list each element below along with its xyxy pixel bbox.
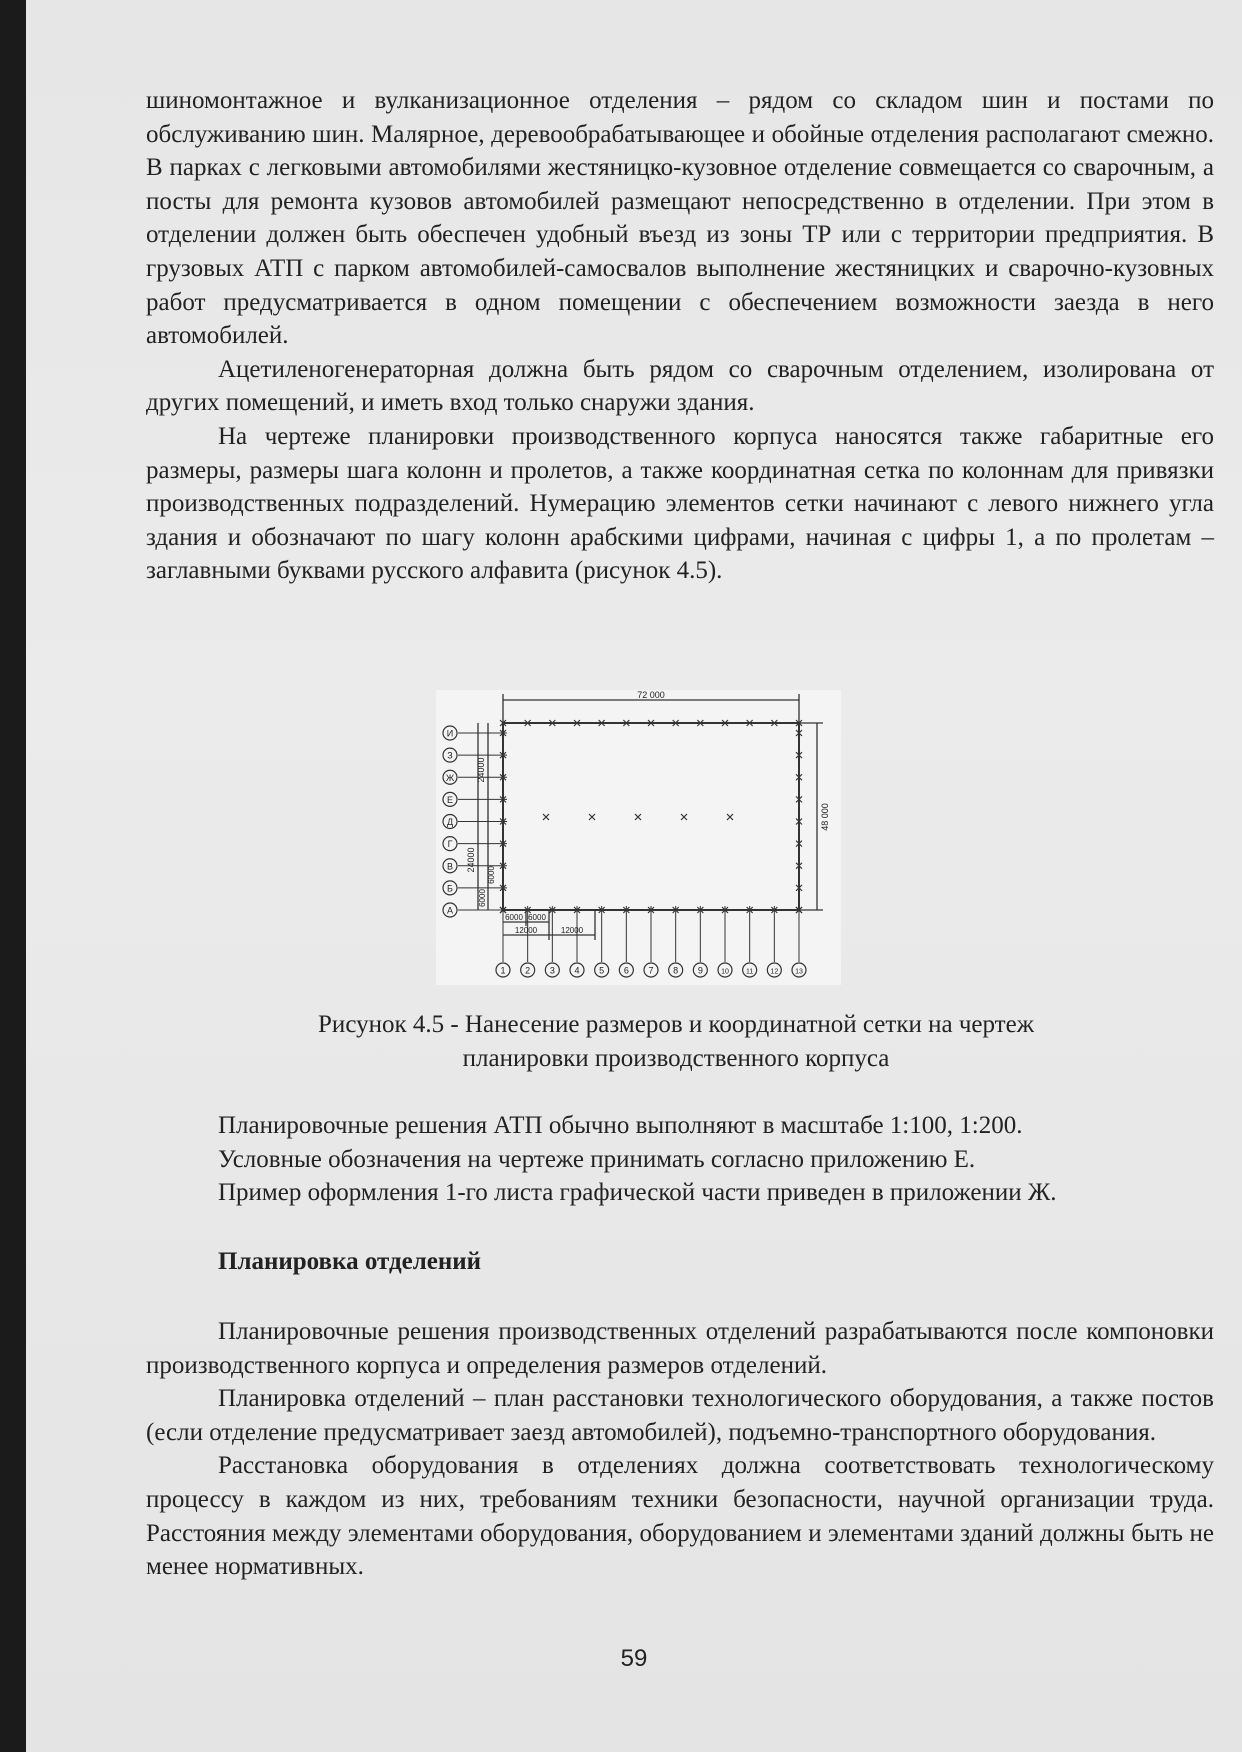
column-axis-label: 2	[525, 965, 531, 976]
dim-label-left-lower: 24000	[466, 847, 476, 873]
grid-drawing-svg	[436, 690, 841, 985]
dim-label-bottom-12000b: 12000	[560, 926, 584, 935]
column-axis-label: 4	[574, 965, 580, 976]
dim-label-bottom-6000a: 6000	[505, 913, 523, 922]
dim-label-left-upper: 24000	[476, 757, 486, 783]
paragraph: Расстановка оборудования в отделениях должна соответствовать технологическому процессу в каждом из них, требованиям техники безопасности, научной организации труда. Расстояния между элементами оборудования, оборудованием и элементами зданий должны быть не менее нормативных.	[146, 1452, 1214, 1581]
column-marker	[727, 814, 733, 820]
notes-block	[146, 1109, 1214, 1210]
building-outline	[503, 723, 799, 910]
column-axis-label: 12	[770, 968, 779, 976]
column-axis-label: 11	[746, 968, 754, 976]
row-axis-label: В	[446, 861, 454, 872]
paragraph: шиномонтажное и вулканизационное отделения – рядом со складом шин и постами по обслуживанию шин. Малярное, деревообрабатывающее и обойные отделения располагают смежно. В парках с легковыми автомобилями жестяницко-кузовное отделение совмещается со сварочным, а посты для ремонта кузовов автомобилей размещают непосредственно в отделении. При этом в отделении должен быть обеспечен удобный въезд из зоны ТР или с территории предприятия. В грузовых АТП с парком автомобилей-самосвалов выполнение жестяницких и сварочно-кузовных работ предусматривается в одном помещении с обеспечением возможности заезда в него автомобилей.	[146, 87, 1214, 350]
dim-label-bottom-6000b: 6000	[528, 913, 546, 922]
row-axis-label: А	[446, 905, 454, 916]
dim-label-top: 72 000	[637, 690, 665, 700]
row-axis-label: Г	[447, 839, 453, 850]
column-marker	[543, 814, 549, 820]
row-axis-label: Е	[446, 794, 454, 805]
row-axis-label: Д	[446, 817, 454, 827]
column-axis-label: 8	[673, 965, 679, 976]
paragraph: Планировочные решения производственных отделений разрабатываются после компоновки производственного корпуса и определения размеров отделений.	[146, 1318, 1214, 1379]
caption-line-2: планировки производственного корпуса	[462, 1045, 890, 1072]
row-axis-label: Ж	[445, 772, 455, 783]
column-axis-label: 1	[500, 965, 506, 976]
row-axis-label: Б	[447, 883, 453, 894]
row-axis-label: И	[446, 728, 454, 739]
column-marker	[635, 814, 641, 820]
paragraph: На чертеже планировки производственного корпуса наносятся также габаритные его размеры, размеры шага колонн и пролетов, а также координатная сетка по колоннам для привязки производственных подразделений. Нумерацию элементов сетки начинают с левого нижнего угла здания и обозначают по шагу колонн арабскими цифрами, начиная с цифры 1, а по пролетам – заглавными буквами русского алфавита (рисунок 4.5).	[146, 422, 1214, 585]
figure-caption	[176, 1008, 1176, 1076]
column-axis-label: 13	[795, 968, 803, 976]
page-number: 59	[620, 1645, 648, 1672]
paragraph: Ацетиленогенераторная должна быть рядом со сварочным отделением, изолирована от других помещений, и иметь вход только снаружи здания.	[146, 355, 1214, 417]
column-axis-label: 7	[648, 965, 654, 976]
column-axis-label: 9	[697, 965, 703, 976]
section-heading: Планировка отделений	[218, 1248, 482, 1275]
dim-label-right: 48 000	[820, 803, 830, 831]
note-line: Условные обозначения на чертеже принимать согласно приложению Е.	[218, 1145, 976, 1173]
row-axis-label: З	[447, 750, 453, 761]
column-axis-label: 6	[623, 965, 629, 976]
dim-label-left-6000a: 6000	[478, 889, 487, 907]
scan-dark-edge	[0, 0, 26, 1752]
column-marker	[589, 814, 595, 820]
dim-label-left-6000b: 6000	[487, 866, 496, 884]
note-line: Пример оформления 1-го листа графической части приведен в приложении Ж.	[218, 1179, 1057, 1207]
column-axis-label: 3	[549, 965, 555, 976]
note-line: Планировочные решения АТП обычно выполняют в масштабе 1:100, 1:200.	[218, 1112, 1023, 1139]
column-axis-label: 5	[599, 965, 605, 976]
paragraph: Планировка отделений – план расстановки технологического оборудования, а также постов (если отделение предусматривает заезд автомобилей), подъемно-транспортного оборудования.	[146, 1385, 1214, 1446]
text-block-bottom	[146, 1315, 1214, 1584]
column-axis-label: 10	[721, 968, 729, 976]
column-marker	[681, 814, 687, 820]
dim-label-bottom-12000a: 12000	[514, 926, 538, 935]
document-page	[26, 0, 1242, 1752]
text-block-top	[146, 84, 1214, 588]
caption-line-1: Рисунок 4.5 - Нанесение размеров и координатной сетки на чертеж	[318, 1011, 1034, 1038]
figure-grid-drawing	[436, 690, 841, 985]
